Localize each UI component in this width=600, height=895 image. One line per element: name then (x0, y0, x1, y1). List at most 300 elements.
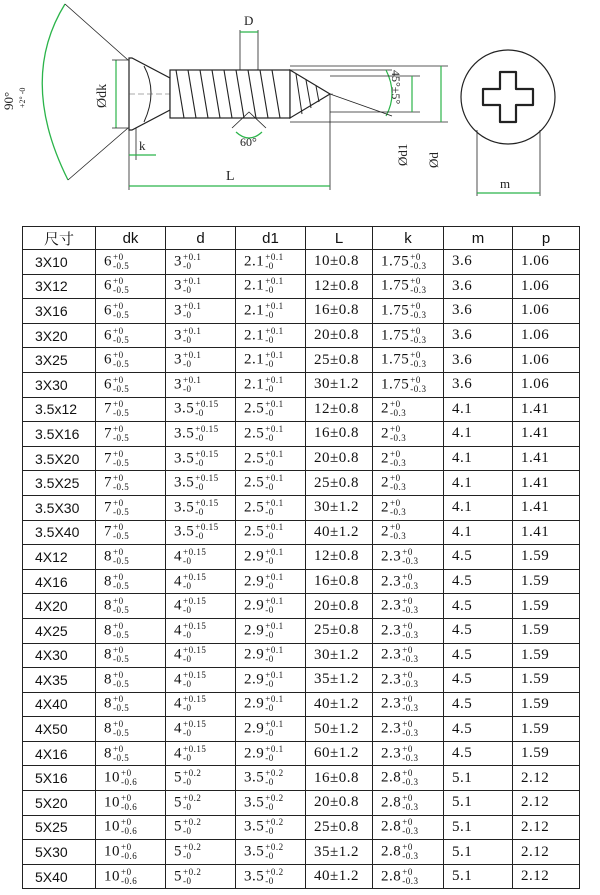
k-tolerance (410, 351, 426, 369)
d-tol-upper: +0.15 (195, 473, 219, 484)
k-tolerance (402, 794, 418, 812)
d-tol-lower: -0 (183, 777, 192, 788)
k-tolerance (402, 622, 418, 640)
d-tolerance (183, 253, 201, 271)
d-cell (166, 545, 236, 570)
thread-angle-label: 60° (240, 135, 257, 149)
d1-tolerance (265, 843, 283, 861)
k-tolerance (390, 474, 406, 492)
dk-tol-lower: -0.5 (113, 752, 130, 763)
dk-nominal: 7 (104, 523, 112, 540)
dk-tol-lower: -0.5 (113, 408, 130, 419)
k-cell (373, 594, 444, 619)
d-tol-upper: +0.15 (183, 719, 207, 730)
table-body (23, 250, 580, 889)
table-row (23, 348, 580, 373)
k-tolerance (390, 450, 406, 468)
table-row (23, 840, 580, 865)
d1-tol-upper: +0.1 (265, 374, 284, 385)
p-cell: 1.59 (513, 618, 580, 643)
d-tol-upper: +0.1 (183, 251, 202, 262)
k-tol-lower: -0.3 (410, 285, 427, 296)
k-tol-upper: +0 (402, 694, 413, 705)
dk-nominal: 8 (104, 646, 112, 663)
k-tolerance (402, 720, 418, 738)
k-tol-upper: +0 (390, 522, 401, 533)
k-cell (373, 446, 444, 471)
d1-cell (236, 791, 306, 816)
k-tol-lower: -0.3 (402, 752, 419, 763)
d1-nominal: 2.1 (244, 327, 265, 344)
d1-tolerance (265, 769, 283, 787)
L-cell: 20±0.8 (306, 446, 373, 471)
k-tol-lower: -0.3 (402, 875, 419, 886)
d1-tol-upper: +0.1 (265, 276, 284, 287)
d1-tolerance (265, 745, 283, 763)
d-tol-upper: +0.15 (183, 694, 207, 705)
k-cell (373, 569, 444, 594)
k-cell (373, 668, 444, 693)
dk-nominal: 6 (104, 302, 112, 319)
dk-tol-lower: -0.5 (113, 654, 130, 665)
d1-tolerance (265, 253, 283, 271)
size-cell: 3X25 (23, 348, 96, 373)
size-cell: 5X25 (23, 815, 96, 840)
d-cell (166, 348, 236, 373)
m-cell: 4.5 (444, 741, 513, 766)
k-tol-lower: -0.3 (402, 629, 419, 640)
L-cell: 40±1.2 (306, 864, 373, 889)
d-cell (166, 692, 236, 717)
L-cell: 25±0.8 (306, 471, 373, 496)
d-tol-lower: -0 (183, 801, 192, 812)
dk-tol-lower: -0.5 (113, 334, 130, 345)
d1-tol-upper: +0.1 (265, 743, 284, 754)
d1-tolerance (265, 277, 283, 295)
L-cell: 12±0.8 (306, 397, 373, 422)
d-tol-lower: -0 (183, 678, 192, 689)
dk-tol-upper: +0 (121, 817, 132, 828)
d1-tol-lower: -0 (265, 605, 274, 616)
d1-tol-upper: +0.1 (265, 448, 284, 459)
dk-tol-upper: +0 (113, 669, 124, 680)
d-tol-upper: +0.2 (183, 817, 202, 828)
m-cell: 5.1 (444, 791, 513, 816)
dk-tolerance (113, 573, 129, 591)
dk-cell (96, 717, 166, 742)
dk-tolerance (113, 302, 129, 320)
d-tolerance (183, 573, 206, 591)
d-tol-lower: -0 (183, 309, 192, 320)
d1-tol-upper: +0.2 (265, 817, 284, 828)
k-tol-lower: -0.3 (402, 826, 419, 837)
screw-technical-drawing (0, 0, 600, 210)
dk-tol-lower: -0.5 (113, 580, 130, 591)
d1-tol-lower: -0 (265, 334, 274, 345)
d-tol-lower: -0 (183, 580, 192, 591)
p-cell: 2.12 (513, 791, 580, 816)
d-cell (166, 422, 236, 447)
L-label: L (226, 169, 235, 184)
table-row (23, 643, 580, 668)
dk-tol-upper: +0 (113, 546, 124, 557)
size-cell: 4X16 (23, 741, 96, 766)
d1-tolerance (265, 376, 283, 394)
d-tolerance (183, 376, 201, 394)
d1-nominal: 2.9 (244, 572, 265, 589)
dk-nominal: 6 (104, 327, 112, 344)
p-cell: 1.59 (513, 741, 580, 766)
d1-tol-lower: -0 (265, 432, 274, 443)
dk-cell (96, 618, 166, 643)
dk-tolerance (113, 548, 129, 566)
d1-tol-lower: -0 (265, 851, 274, 862)
dk-tol-upper: +0 (121, 768, 132, 779)
d-cell (166, 668, 236, 693)
L-cell: 40±1.2 (306, 520, 373, 545)
d-tolerance (195, 400, 218, 418)
dk-nominal: 10 (104, 843, 120, 860)
p-cell: 1.41 (513, 471, 580, 496)
k-cell (373, 692, 444, 717)
d-tol-upper: +0.15 (183, 620, 207, 631)
d1-nominal: 2.1 (244, 351, 265, 368)
dk-tolerance (121, 868, 137, 886)
d1-tolerance (265, 499, 283, 517)
screw-shank (170, 70, 290, 118)
d1-tolerance (265, 548, 283, 566)
d-tol-upper: +0.1 (183, 325, 202, 336)
dk-tol-lower: -0.6 (121, 875, 138, 886)
d-tol-lower: -0 (183, 826, 192, 837)
k-tol-lower: -0.3 (390, 432, 407, 443)
dk-tolerance (113, 499, 129, 517)
dk-cell (96, 372, 166, 397)
header-d: d (166, 227, 236, 250)
dk-tol-lower: -0.5 (113, 678, 130, 689)
m-cell: 4.5 (444, 569, 513, 594)
d-tol-upper: +0.2 (183, 792, 202, 803)
dk-tolerance (113, 622, 129, 640)
d1-tol-upper: +0.2 (265, 842, 284, 853)
d1-nominal: 2.5 (244, 449, 265, 466)
dk-nominal: 8 (104, 695, 112, 712)
m-cell: 5.1 (444, 840, 513, 865)
dk-tol-upper: +0 (113, 423, 124, 434)
d1-tol-lower: -0 (265, 506, 274, 517)
d1-nominal: 2.9 (244, 646, 265, 663)
p-cell: 1.06 (513, 299, 580, 324)
d-tolerance (183, 745, 206, 763)
k-cell (373, 618, 444, 643)
dk-tolerance (113, 523, 129, 541)
dk-tol-upper: +0 (113, 276, 124, 287)
d-nominal: 4 (174, 671, 182, 688)
dk-nominal: 7 (104, 400, 112, 417)
dk-tol-upper: +0 (113, 571, 124, 582)
d-tol-lower: -0 (183, 334, 192, 345)
d1-nominal: 3.5 (244, 794, 265, 811)
m-cell: 4.5 (444, 643, 513, 668)
k-tolerance (402, 671, 418, 689)
k-tol-upper: +0 (390, 448, 401, 459)
k-cell (373, 864, 444, 889)
d-cell (166, 815, 236, 840)
d1-tolerance (265, 646, 283, 664)
d1-tolerance (265, 597, 283, 615)
d-cell (166, 323, 236, 348)
d-nominal: 3.5 (174, 499, 195, 516)
m-cell: 5.1 (444, 864, 513, 889)
k-nominal: 2.8 (381, 868, 402, 885)
k-label: k (139, 138, 146, 153)
dk-tolerance (113, 646, 129, 664)
dk-nominal: 7 (104, 474, 112, 491)
d-tol-lower: -0 (183, 875, 192, 886)
d1-tol-lower: -0 (265, 531, 274, 542)
table-row (23, 520, 580, 545)
d1-tolerance (265, 671, 283, 689)
table-row (23, 446, 580, 471)
dk-tol-upper: +0 (113, 251, 124, 262)
d1-tolerance (265, 400, 283, 418)
dk-tol-lower: -0.6 (121, 826, 138, 837)
d-tolerance (195, 450, 218, 468)
L-cell: 16±0.8 (306, 766, 373, 791)
size-cell: 4X12 (23, 545, 96, 570)
dk-tol-lower: -0.6 (121, 777, 138, 788)
d1-cell (236, 250, 306, 275)
dk-cell (96, 864, 166, 889)
L-cell: 25±0.8 (306, 618, 373, 643)
dk-tolerance (121, 818, 137, 836)
table-row (23, 274, 580, 299)
k-tol-lower: -0.3 (390, 531, 407, 542)
k-tol-lower: -0.3 (410, 383, 427, 394)
table-row (23, 594, 580, 619)
L-cell: 20±0.8 (306, 791, 373, 816)
dk-cell (96, 741, 166, 766)
d1-tol-upper: +0.2 (265, 792, 284, 803)
L-cell: 25±0.8 (306, 348, 373, 373)
dk-tolerance (121, 794, 137, 812)
k-tol-lower: -0.3 (390, 506, 407, 517)
dk-tol-lower: -0.5 (113, 383, 130, 394)
k-nominal: 2 (381, 499, 389, 516)
dk-cell (96, 471, 166, 496)
dk-tolerance (113, 400, 129, 418)
d1-tol-lower: -0 (265, 629, 274, 640)
dk-nominal: 7 (104, 499, 112, 516)
k-cell (373, 545, 444, 570)
d-tol-upper: +0.15 (195, 423, 219, 434)
d-nominal: 3.5 (174, 425, 195, 442)
d-tol-lower: -0 (195, 457, 204, 468)
k-tol-upper: +0 (402, 743, 413, 754)
d1-tol-upper: +0.1 (265, 251, 284, 262)
d-nominal: 5 (174, 868, 182, 885)
p-cell: 1.59 (513, 545, 580, 570)
k-tol-upper: +0 (402, 596, 413, 607)
d-tolerance (183, 351, 201, 369)
d-nominal: 4 (174, 548, 182, 565)
d1-tolerance (265, 794, 283, 812)
d1-tol-upper: +0.1 (265, 325, 284, 336)
dk-tolerance (113, 745, 129, 763)
m-cell: 4.5 (444, 545, 513, 570)
dk-tolerance (113, 597, 129, 615)
size-cell: 4X30 (23, 643, 96, 668)
k-tolerance (402, 818, 418, 836)
size-cell: 4X40 (23, 692, 96, 717)
m-label: m (500, 176, 511, 191)
dk-nominal: 6 (104, 253, 112, 270)
dk-cell (96, 692, 166, 717)
k-cell (373, 520, 444, 545)
dk-tol-lower: -0.6 (121, 801, 138, 812)
dk-tol-lower: -0.5 (113, 506, 130, 517)
p-cell: 1.59 (513, 643, 580, 668)
d-cell (166, 741, 236, 766)
dk-tolerance (113, 277, 129, 295)
L-cell: 20±0.8 (306, 594, 373, 619)
d-tol-lower: -0 (183, 555, 192, 566)
dk-tol-upper: +0 (121, 792, 132, 803)
d1-nominal: 2.1 (244, 376, 265, 393)
d1-tol-lower: -0 (265, 580, 274, 591)
dk-tol-upper: +0 (113, 522, 124, 533)
d1-cell (236, 274, 306, 299)
p-cell: 1.06 (513, 323, 580, 348)
d1-nominal: 2.5 (244, 425, 265, 442)
p-cell: 1.59 (513, 692, 580, 717)
dk-tol-upper: +0 (113, 719, 124, 730)
dk-nominal: 10 (104, 818, 120, 835)
d1-cell (236, 569, 306, 594)
header-d1: d1 (236, 227, 306, 250)
k-nominal: 1.75 (381, 253, 410, 270)
L-cell: 12±0.8 (306, 545, 373, 570)
d-cell (166, 643, 236, 668)
d-cell (166, 864, 236, 889)
d-cell (166, 446, 236, 471)
d1-tol-upper: +0.1 (265, 399, 284, 410)
k-tol-lower: -0.3 (402, 678, 419, 689)
d-tol-upper: +0.1 (183, 276, 202, 287)
d-tolerance (183, 868, 201, 886)
dk-tol-lower: -0.5 (113, 531, 130, 542)
k-nominal: 2.3 (381, 720, 402, 737)
d1-nominal: 2.9 (244, 548, 265, 565)
dk-nominal: 8 (104, 622, 112, 639)
d1-label: Ød1 (395, 143, 410, 166)
d-tolerance (183, 671, 206, 689)
d1-tol-upper: +0.2 (265, 768, 284, 779)
d1-cell (236, 594, 306, 619)
header-L: L (306, 227, 373, 250)
d-tol-upper: +0.1 (183, 300, 202, 311)
k-tolerance (402, 548, 418, 566)
d-tol-upper: +0.15 (195, 497, 219, 508)
d-tol-lower: -0 (183, 728, 192, 739)
k-nominal: 1.75 (381, 376, 410, 393)
dk-tol-upper: +0 (113, 399, 124, 410)
size-cell: 3X20 (23, 323, 96, 348)
d-nominal: 5 (174, 818, 182, 835)
d1-tolerance (265, 868, 283, 886)
k-tol-upper: +0 (410, 300, 421, 311)
d1-tol-lower: -0 (265, 826, 274, 837)
k-tol-upper: +0 (410, 276, 421, 287)
d1-nominal: 2.5 (244, 400, 265, 417)
table-row (23, 422, 580, 447)
d-tol-lower: -0 (195, 432, 204, 443)
d-nominal: 5 (174, 769, 182, 786)
p-cell: 2.12 (513, 864, 580, 889)
dk-cell (96, 569, 166, 594)
k-cell (373, 791, 444, 816)
table-row (23, 299, 580, 324)
d1-tol-upper: +0.1 (265, 522, 284, 533)
k-cell (373, 495, 444, 520)
m-cell: 3.6 (444, 274, 513, 299)
d-cell (166, 594, 236, 619)
dk-cell (96, 446, 166, 471)
header-k: k (373, 227, 444, 250)
d1-cell (236, 766, 306, 791)
k-tolerance (390, 425, 406, 443)
k-tol-upper: +0 (410, 251, 421, 262)
d-tol-lower: -0 (195, 408, 204, 419)
k-cell (373, 741, 444, 766)
d-tol-upper: +0.15 (183, 546, 207, 557)
k-tol-upper: +0 (402, 669, 413, 680)
k-nominal: 2.8 (381, 794, 402, 811)
d1-cell (236, 840, 306, 865)
k-tolerance (402, 843, 418, 861)
table-row (23, 397, 580, 422)
k-tol-upper: +0 (390, 399, 401, 410)
d1-tol-upper: +0.1 (265, 300, 284, 311)
d-cell (166, 791, 236, 816)
dk-cell (96, 545, 166, 570)
k-nominal: 2 (381, 523, 389, 540)
k-tol-upper: +0 (402, 792, 413, 803)
d-tolerance (183, 843, 201, 861)
k-tol-upper: +0 (402, 645, 413, 656)
m-cell: 5.1 (444, 815, 513, 840)
head-angle-tolerance: +2° -0 (18, 87, 27, 108)
d1-cell (236, 692, 306, 717)
k-nominal: 2.3 (381, 646, 402, 663)
d-nominal: 3 (174, 351, 182, 368)
d1-nominal: 3.5 (244, 769, 265, 786)
m-cell: 4.1 (444, 495, 513, 520)
dk-nominal: 8 (104, 671, 112, 688)
d-tol-upper: +0.15 (195, 448, 219, 459)
dk-tol-lower: -0.6 (121, 851, 138, 862)
table-row (23, 692, 580, 717)
d-nominal: 3 (174, 327, 182, 344)
d1-tol-lower: -0 (265, 752, 274, 763)
L-cell: 25±0.8 (306, 815, 373, 840)
L-cell: 50±1.2 (306, 717, 373, 742)
dk-nominal: 8 (104, 572, 112, 589)
d1-tol-lower: -0 (265, 482, 274, 493)
p-cell: 1.59 (513, 569, 580, 594)
dk-tolerance (121, 843, 137, 861)
d1-tol-lower: -0 (265, 309, 274, 320)
